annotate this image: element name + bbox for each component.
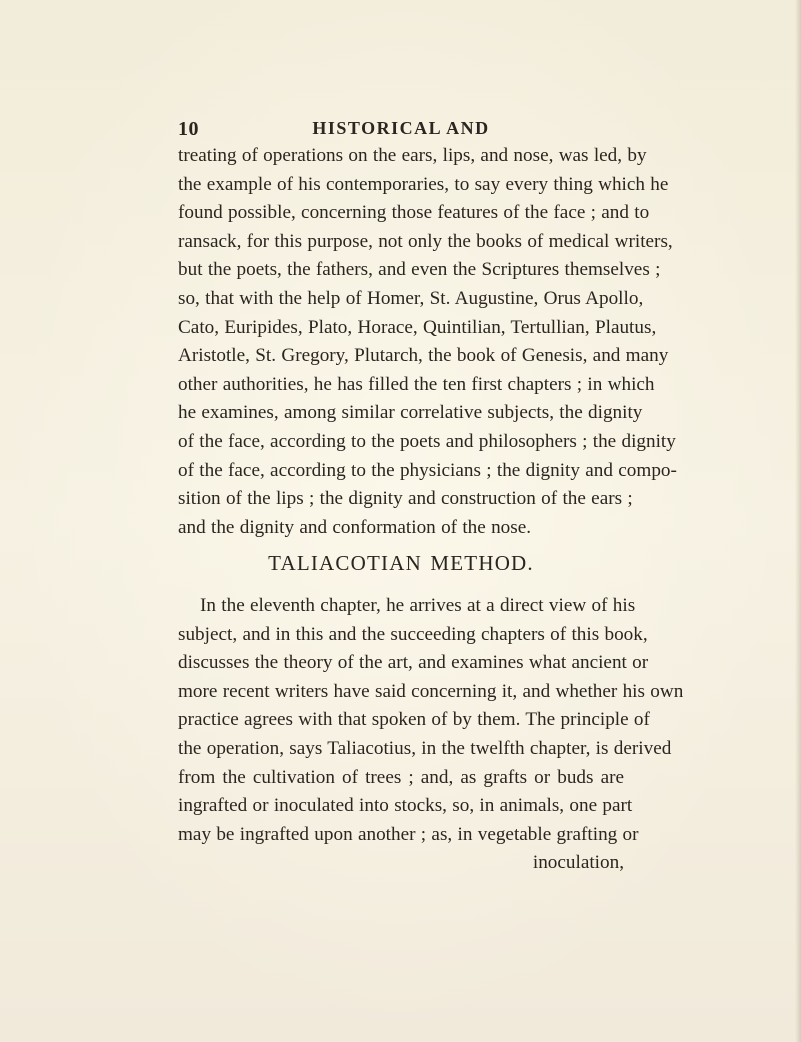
text-line: ingrafted or inoculated into stocks, so, in animals, one part — [178, 795, 633, 817]
text-line: subject, and in this and the succeeding chapters of this book, — [178, 623, 648, 645]
text-line: Cato, Euripides, Plato, Horace, Quintilian, Tertullian, Plautus, — [178, 316, 657, 338]
text-line: In the eleventh chapter, he arrives at a direct view of his — [200, 595, 636, 616]
catchword-line: inoculation, — [532, 852, 624, 874]
text-line: practice agrees with that spoken of by them. The principle of — [178, 709, 650, 731]
page-number: 10 — [178, 118, 199, 140]
text-line: of the face, according to the poets and philosophers ; the dignity — [178, 430, 676, 452]
text-line: and the dignity and conformation of the nose. — [178, 516, 532, 538]
text-line: ransack, for this purpose, not only the books of medical writers, — [178, 230, 673, 252]
text-line: may be ingrafted upon another ; as, in vegetable grafting or — [178, 823, 639, 845]
text-line: Aristotle, St. Gregory, Plutarch, the book of Genesis, and many — [178, 345, 669, 367]
running-head — [178, 118, 624, 144]
paragraph-2 — [178, 592, 684, 878]
text-line: found possible, concerning those features of the face ; and to — [178, 202, 650, 224]
paragraph-1 — [178, 142, 677, 542]
running-head-title: HISTORICAL AND — [312, 118, 490, 138]
text-line: from the cultivation of trees ; and, as grafts or buds are — [178, 766, 624, 788]
text-line: he examines, among similar correlative subjects, the dignity — [178, 402, 643, 424]
text-line: the example of his contemporaries, to say every thing which he — [178, 173, 669, 195]
section-heading: TALIACOTIAN METHOD. — [268, 551, 534, 575]
text-line: so, that with the help of Homer, St. Augustine, Orus Apollo, — [178, 287, 644, 309]
text-line: discusses the theory of the art, and examines what ancient or — [178, 652, 649, 674]
text-line: more recent writers have said concerning it, and whether his own — [178, 680, 684, 702]
text-line: sition of the lips ; the dignity and construction of the ears ; — [178, 488, 633, 510]
text-line: other authorities, he has filled the ten first chapters ; in which — [178, 373, 655, 395]
text-line: of the face, according to the physicians ; the dignity and compo- — [178, 459, 677, 481]
text-line: treating of operations on the ears, lips, and nose, was led, by — [178, 145, 647, 166]
text-line: the operation, says Taliacotius, in the twelfth chapter, is derived — [178, 737, 672, 759]
page-edge — [795, 0, 801, 1042]
text-line: but the poets, the fathers, and even the Scriptures themselves ; — [178, 259, 661, 281]
